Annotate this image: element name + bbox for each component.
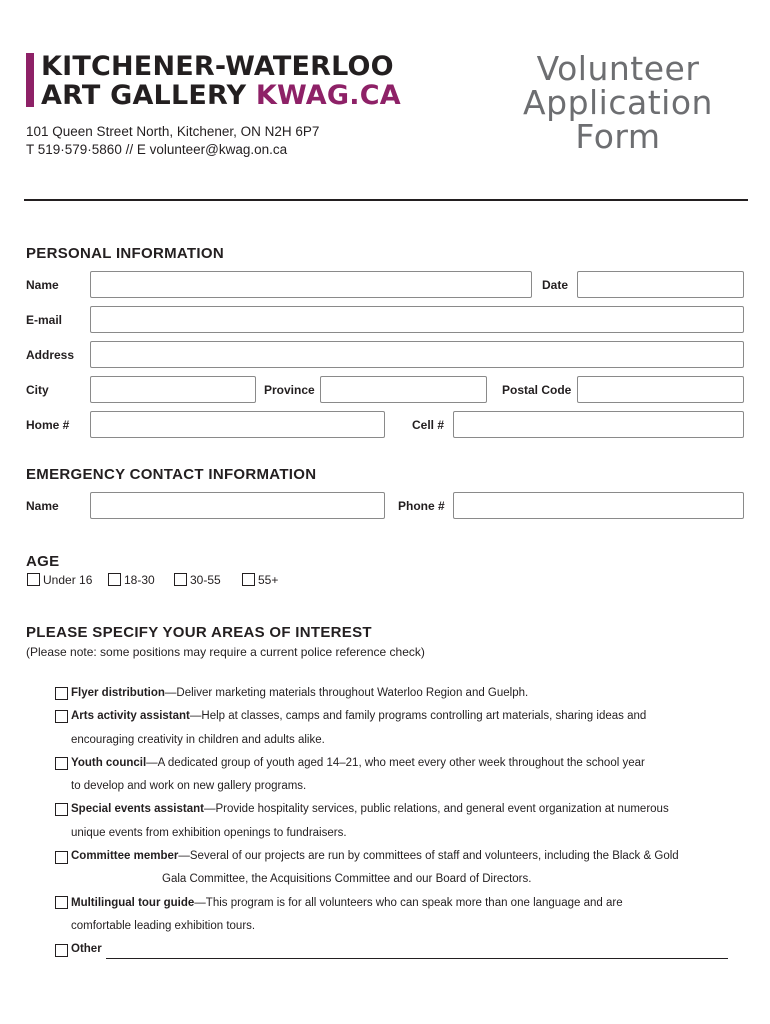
cell-phone-label: Cell # xyxy=(412,418,445,432)
interest-youth-council-checkbox[interactable] xyxy=(55,757,68,770)
interest-special-events-text xyxy=(71,803,669,815)
postal-code-label: Postal Code xyxy=(502,383,572,397)
other-fill-line[interactable] xyxy=(106,958,728,959)
home-phone-label: Home # xyxy=(26,418,70,432)
interest-tour-guide-text xyxy=(71,897,623,909)
age-under-16-checkbox[interactable] xyxy=(27,573,40,586)
address-field[interactable] xyxy=(90,341,744,368)
address-line: 101 Queen Street North, Kitchener, ON N2H 6P7 xyxy=(26,124,320,139)
emergency-name-label: Name xyxy=(26,499,59,513)
logo-art-gallery: ART GALLERY xyxy=(41,80,247,111)
province-label: Province xyxy=(264,383,315,397)
emergency-contact-heading: EMERGENCY CONTACT INFORMATION xyxy=(26,466,317,483)
home-phone-field[interactable] xyxy=(90,411,385,438)
form-title xyxy=(498,49,738,156)
interest-youth-council-cont: to develop and work on new gallery programs. xyxy=(71,780,307,792)
contact-line: T 519·579·5860 // E volunteer@kwag.on.ca xyxy=(26,142,288,157)
interest-desc: —A dedicated group of youth aged 14–21, who meet every other week throughout the school year xyxy=(146,757,645,769)
email-label: E-mail xyxy=(26,313,63,327)
interest-name: Multilingual tour guide xyxy=(71,897,195,909)
interest-arts-activity-text xyxy=(71,710,646,722)
interest-name: Arts activity assistant xyxy=(71,710,190,722)
name-label: Name xyxy=(26,278,59,292)
interest-desc: —Deliver marketing materials throughout Waterloo Region and Guelph. xyxy=(164,687,529,699)
emergency-phone-label: Phone # xyxy=(398,499,445,513)
interest-youth-council-text xyxy=(71,757,645,769)
logo-line-2 xyxy=(41,80,401,111)
interest-desc: —Several of our projects are run by committees of staff and volunteers, including the Black & Gold xyxy=(178,850,679,862)
age-30-55-label: 30-55 xyxy=(190,573,221,587)
date-label: Date xyxy=(542,278,569,292)
interest-name: Flyer distribution xyxy=(71,687,165,699)
interest-tour-guide-cont: comfortable leading exhibition tours. xyxy=(71,920,256,932)
province-field[interactable] xyxy=(320,376,487,403)
city-label: City xyxy=(26,383,49,397)
interest-committee-checkbox[interactable] xyxy=(55,851,68,864)
interest-name: Youth council xyxy=(71,757,147,769)
interest-other-text xyxy=(71,943,102,955)
interest-special-events-cont: unique events from exhibition openings to fundraisers. xyxy=(71,827,347,839)
age-30-55-checkbox[interactable] xyxy=(174,573,187,586)
age-heading: AGE xyxy=(26,553,60,570)
interest-special-events-checkbox[interactable] xyxy=(55,803,68,816)
interest-arts-activity-checkbox[interactable] xyxy=(55,710,68,723)
form-title-line-1: Volunteer xyxy=(536,49,700,88)
age-under-16-label: Under 16 xyxy=(43,573,93,587)
police-check-note: (Please note: some positions may require a current police reference check) xyxy=(26,645,425,659)
cell-phone-field[interactable] xyxy=(453,411,744,438)
date-field[interactable] xyxy=(577,271,744,298)
personal-info-heading: PERSONAL INFORMATION xyxy=(26,245,224,262)
interest-name: Committee member xyxy=(71,850,179,862)
logo-kwag-url: KWAG.CA xyxy=(255,80,401,111)
logo-bar xyxy=(26,53,34,107)
interest-desc: —Provide hospitality services, public relations, and general event organization at numerous xyxy=(203,803,669,815)
interest-committee-text xyxy=(71,850,679,862)
interest-desc: —Help at classes, camps and family programs controlling art materials, sharing ideas and xyxy=(189,710,647,722)
interest-arts-activity-cont: encouraging creativity in children and adults alike. xyxy=(71,734,325,746)
address-label: Address xyxy=(26,348,75,362)
interest-flyer-text xyxy=(71,687,528,699)
emergency-phone-field[interactable] xyxy=(453,492,744,519)
city-field[interactable] xyxy=(90,376,256,403)
interest-committee-cont: Gala Committee, the Acquisitions Committee and our Board of Directors. xyxy=(162,873,532,885)
age-18-30-label: 18-30 xyxy=(124,573,155,587)
interest-tour-guide-checkbox[interactable] xyxy=(55,896,68,909)
age-55-plus-label: 55+ xyxy=(258,573,279,587)
header-divider xyxy=(24,199,748,201)
interest-flyer-checkbox[interactable] xyxy=(55,687,68,700)
logo-line-1: KITCHENER-WATERLOO xyxy=(41,51,394,82)
age-18-30-checkbox[interactable] xyxy=(108,573,121,586)
name-field[interactable] xyxy=(90,271,532,298)
postal-code-field[interactable] xyxy=(577,376,744,403)
email-field[interactable] xyxy=(90,306,744,333)
interest-name: Other xyxy=(71,943,102,955)
emergency-name-field[interactable] xyxy=(90,492,385,519)
form-title-line-3: Form xyxy=(575,117,661,156)
form-title-line-2: Application xyxy=(523,83,713,122)
age-55-plus-checkbox[interactable] xyxy=(242,573,255,586)
interest-desc: —This program is for all volunteers who can speak more than one language and are xyxy=(194,897,623,909)
interest-name: Special events assistant xyxy=(71,803,204,815)
interests-heading: PLEASE SPECIFY YOUR AREAS OF INTEREST xyxy=(26,624,372,641)
interest-other-checkbox[interactable] xyxy=(55,944,68,957)
